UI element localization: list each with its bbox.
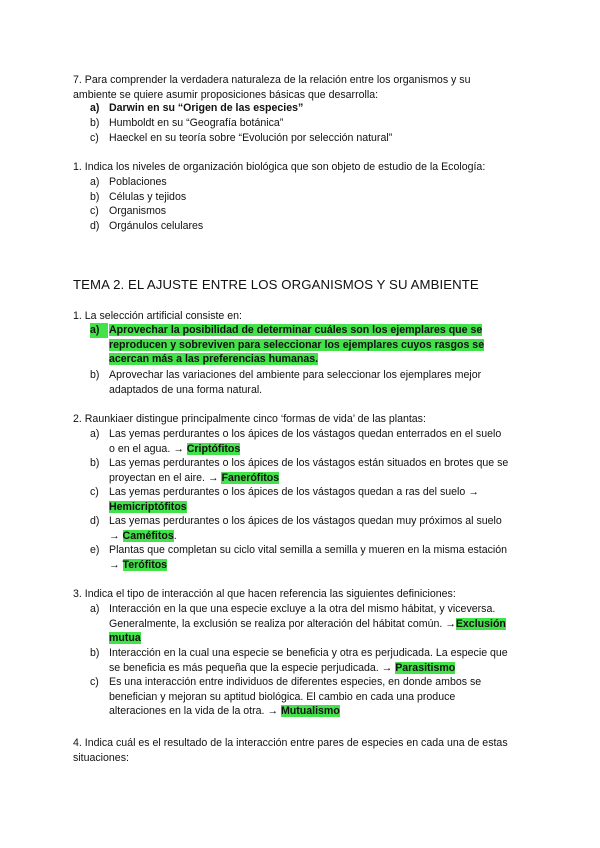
option-text (109, 675, 529, 719)
option-marker: e) (90, 544, 100, 556)
option-marker: a) (90, 428, 100, 440)
option-marker: a) (90, 323, 108, 338)
option-line: se beneficia es más pequeña que la especie perjudicada. → (109, 661, 396, 674)
option-marker: c) (90, 132, 99, 144)
option-line: benefician y mejoran su aptitud biológica. El cambio en cada una produce (109, 690, 456, 703)
option-line: proyectan en el aire. → (109, 471, 222, 484)
option-marker: b) (90, 457, 100, 469)
option-text (109, 602, 529, 646)
option-line: Aprovechar las variaciones del ambiente para seleccionar los ejemplares mejor (109, 369, 482, 381)
highlighted-answer: Exclusión (455, 617, 506, 630)
option-line: Interacción en la que una especie excluye a la otra del mismo hábitat, y viceversa. (109, 603, 496, 615)
option-text: Células y tejidos (109, 191, 187, 203)
option-text: Haeckel en su teoría sobre “Evolución por selección natural” (109, 132, 393, 144)
option-line: Las yemas perdurantes o los ápices de los vástagos quedan a ras del suelo → (109, 486, 479, 498)
option-text (109, 368, 529, 397)
option-text (109, 485, 529, 514)
highlighted-answer-line: acercan más a las preferencias humanas. (109, 353, 319, 365)
question-4-line-2: situaciones: (73, 751, 129, 764)
option-line: adaptados de una forma natural. (109, 383, 263, 396)
highlighted-answer-line: Aprovechar la posibilidad de determinar cuáles son los ejemplares que se (109, 324, 483, 336)
option-marker: b) (90, 117, 100, 129)
option-marker: c) (90, 676, 99, 688)
option-line: → (109, 529, 123, 542)
option-line: Es una interacción entre individuos de diferentes especies, en donde ambos se (109, 676, 482, 688)
option-marker: a) (90, 102, 100, 114)
option-line: Generalmente, la exclusión se realiza por alteración del hábitat común. → (109, 617, 456, 630)
highlighted-answer: Terófitos (122, 558, 168, 571)
option-text (109, 514, 529, 543)
option-line: Las yemas perdurantes o los ápices de los vástagos quedan enterrados en el suelo (109, 428, 502, 440)
option-text: Poblaciones (109, 176, 167, 188)
highlighted-answer: Criptófitos (186, 442, 241, 455)
tema2-question-4-text (73, 736, 533, 765)
highlighted-answer: mutua (109, 632, 141, 644)
section-heading-tema-2: TEMA 2. EL AJUSTE ENTRE LOS ORGANISMOS Y SU AMBIENTE (73, 277, 479, 292)
option-text (109, 427, 529, 456)
highlighted-answer: Hemicriptófitos (109, 500, 187, 513)
option-marker: d) (90, 220, 100, 232)
option-text: Organismos (109, 205, 167, 217)
option-text (109, 543, 529, 572)
question-7-line-2: ambiente se quiere asumir proposiciones básicas que desarrolla: (73, 88, 379, 101)
option-marker: d) (90, 515, 100, 527)
highlighted-answer: Mutualismo (280, 705, 340, 717)
tema2-question-2-text: 2. Raunkiaer distingue principalmente cinco ‘formas de vida’ de las plantas: (73, 413, 426, 425)
tema2-question-3-text: 3. Indica el tipo de interacción al que hacen referencia las siguientes definiciones: (73, 588, 456, 600)
option-line: Las yemas perdurantes o los ápices de los vástagos quedan muy próximos al suelo (109, 515, 502, 527)
question-7-line-1: 7. Para comprender la verdadera naturaleza de la relación entre los organismos y su (73, 74, 471, 86)
tema2-question-1-text: 1. La selección artificial consiste en: (73, 310, 242, 322)
highlighted-answer: Parasitismo (395, 661, 456, 674)
option-line: → (109, 558, 123, 571)
option-line: Plantas que completan su ciclo vital semilla a semilla y mueren en la misma estación (109, 544, 508, 556)
option-marker: b) (90, 369, 100, 381)
option-line: . (173, 529, 177, 542)
option-text: Darwin en su “Origen de las especies” (109, 102, 304, 114)
option-marker: c) (90, 205, 99, 217)
option-line: o en el agua. → (109, 442, 187, 455)
highlighted-answer-line: reproducen y sobreviven para seleccionar los ejemplares cuyos rasgos se (109, 338, 485, 351)
option-marker: b) (90, 191, 100, 203)
question-7-text (73, 73, 533, 102)
option-marker: a) (90, 176, 100, 188)
option-line: alteraciones en la vida de la otra. → (109, 705, 281, 717)
option-text: Orgánulos celulares (109, 220, 204, 232)
option-line: Las yemas perdurantes o los ápices de los vástagos están situados en brotes que se (109, 457, 509, 469)
option-marker: c) (90, 486, 99, 498)
option-text (109, 456, 529, 485)
option-line: Interacción en la cual una especie se beneficia y otra es perjudicada. La especie que (109, 647, 508, 659)
option-marker: a) (90, 603, 100, 615)
option-text (109, 323, 529, 367)
option-text (109, 646, 529, 675)
highlighted-answer: Fanerófitos (221, 471, 280, 484)
option-text: Humboldt en su “Geografía botánica” (109, 117, 284, 129)
question-4-line-1: 4. Indica cuál es el resultado de la interacción entre pares de especies en cada una de estas (73, 737, 508, 749)
question-1-text: 1. Indica los niveles de organización biológica que son objeto de estudio de la Ecología: (73, 161, 486, 173)
option-marker: b) (90, 647, 100, 659)
highlighted-answer: Caméfitos (122, 529, 174, 542)
